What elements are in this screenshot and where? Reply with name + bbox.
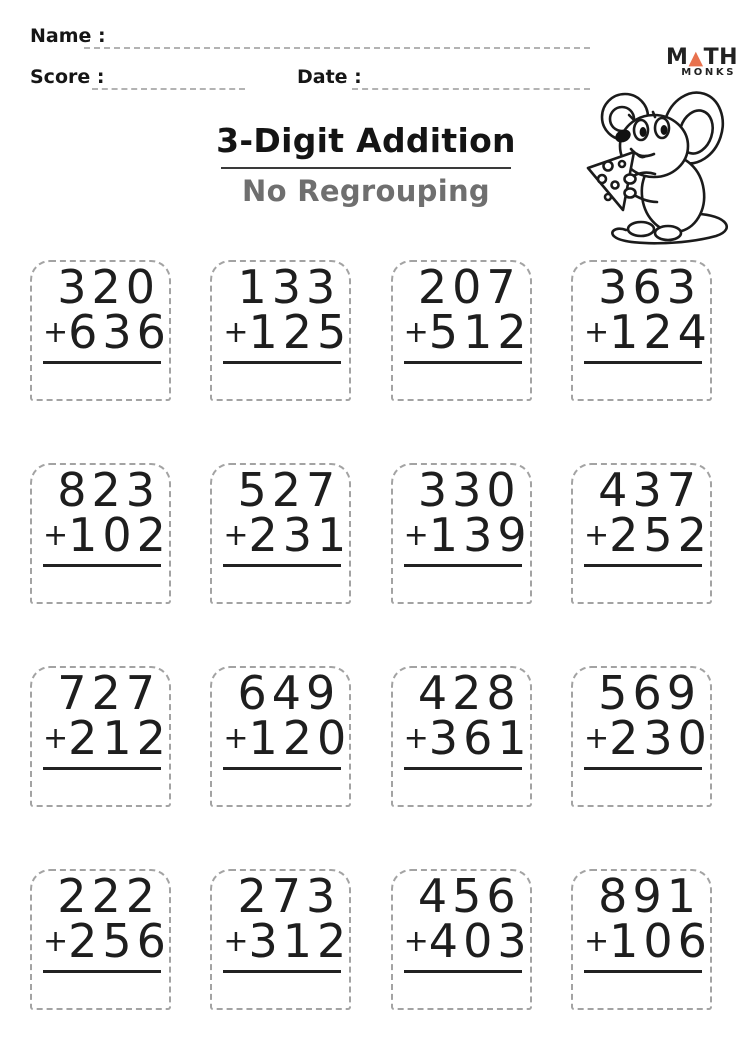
addend-bottom: 212	[68, 711, 171, 765]
addition-problem-13	[30, 869, 171, 1010]
answer-write-area[interactable]	[393, 567, 530, 599]
addend-top: 891	[598, 869, 701, 923]
addend-top: 727	[57, 666, 160, 720]
answer-write-area[interactable]	[32, 364, 169, 396]
addend-bottom: 636	[68, 305, 171, 359]
addend-top: 649	[237, 666, 341, 720]
addition-problem-11	[391, 666, 532, 807]
addend-top: 330	[417, 463, 521, 517]
addition-problem-14	[210, 869, 351, 1010]
answer-write-area[interactable]	[212, 567, 349, 599]
addition-problem-5	[30, 463, 171, 604]
answer-write-area[interactable]	[393, 973, 530, 1005]
plus-operator: +	[43, 518, 69, 553]
answer-write-area[interactable]	[573, 770, 710, 802]
addend-top: 569	[598, 666, 701, 720]
title-divider	[221, 167, 511, 169]
score-label: Score :	[30, 66, 105, 88]
answer-write-area[interactable]	[32, 973, 169, 1005]
addition-problem-2	[210, 260, 351, 401]
addend-bottom: 230	[609, 711, 712, 765]
plus-operator: +	[403, 518, 429, 553]
problems-grid	[30, 260, 712, 1010]
addend-bottom: 231	[248, 508, 352, 562]
addend-bottom: 312	[248, 914, 352, 968]
addend-bottom: 512	[428, 305, 532, 359]
logo-subtext: MONKS	[681, 67, 736, 78]
plus-operator: +	[583, 924, 610, 959]
answer-write-area[interactable]	[32, 567, 169, 599]
addend-bottom: 102	[68, 508, 171, 562]
addend-top: 273	[237, 869, 341, 923]
plus-operator: +	[583, 518, 610, 553]
addition-problem-8	[571, 463, 712, 604]
addition-problem-1	[30, 260, 171, 401]
worksheet-title-block	[192, 121, 540, 208]
mouse-cheese-illustration	[575, 86, 742, 248]
date-fill-line[interactable]	[352, 68, 590, 90]
answer-write-area[interactable]	[212, 364, 349, 396]
answer-write-area[interactable]	[393, 364, 530, 396]
addend-top: 823	[57, 463, 160, 517]
plus-operator: +	[43, 924, 69, 959]
addition-problem-12	[571, 666, 712, 807]
page-title: 3-Digit Addition	[216, 121, 516, 160]
addend-top: 437	[598, 463, 701, 517]
answer-write-area[interactable]	[212, 770, 349, 802]
answer-write-area[interactable]	[573, 567, 710, 599]
addend-bottom: 106	[609, 914, 712, 968]
addend-top: 456	[417, 869, 521, 923]
addend-top: 133	[237, 260, 341, 314]
date-label: Date :	[297, 66, 362, 88]
plus-operator: +	[223, 924, 249, 959]
answer-write-area[interactable]	[573, 364, 710, 396]
plus-operator: +	[223, 721, 249, 756]
addend-top: 363	[598, 260, 701, 314]
plus-operator: +	[403, 721, 429, 756]
plus-operator: +	[43, 315, 69, 350]
addition-problem-3	[391, 260, 532, 401]
addend-top: 527	[237, 463, 341, 517]
addition-problem-9	[30, 666, 171, 807]
plus-operator: +	[223, 518, 249, 553]
addition-problem-6	[210, 463, 351, 604]
logo-letter-m: M	[666, 45, 689, 70]
math-monks-logo	[650, 46, 738, 78]
score-fill-line[interactable]	[92, 68, 245, 90]
name-fill-line[interactable]	[84, 27, 590, 49]
answer-write-area[interactable]	[32, 770, 169, 802]
logo-triangle-icon: ▲	[688, 47, 704, 69]
addition-problem-10	[210, 666, 351, 807]
addend-top: 222	[57, 869, 160, 923]
addend-bottom: 361	[428, 711, 532, 765]
plus-operator: +	[223, 315, 249, 350]
addend-top: 320	[57, 260, 160, 314]
logo-letters-th: TH	[703, 45, 738, 70]
answer-write-area[interactable]	[393, 770, 530, 802]
plus-operator: +	[403, 924, 429, 959]
answer-write-area[interactable]	[212, 973, 349, 1005]
name-label: Name :	[30, 25, 106, 47]
plus-operator: +	[583, 721, 610, 756]
addition-problem-7	[391, 463, 532, 604]
addend-top: 428	[417, 666, 521, 720]
plus-operator: +	[403, 315, 429, 350]
addend-bottom: 120	[248, 711, 352, 765]
addition-problem-15	[391, 869, 532, 1010]
addend-bottom: 403	[428, 914, 532, 968]
addend-bottom: 139	[428, 508, 532, 562]
addition-problem-16	[571, 869, 712, 1010]
addition-problem-4	[571, 260, 712, 401]
addend-bottom: 125	[248, 305, 352, 359]
addend-bottom: 252	[609, 508, 712, 562]
plus-operator: +	[43, 721, 69, 756]
answer-write-area[interactable]	[573, 973, 710, 1005]
addend-bottom: 124	[609, 305, 712, 359]
addend-top: 207	[417, 260, 521, 314]
page-subtitle: No Regrouping	[242, 174, 490, 208]
plus-operator: +	[583, 315, 610, 350]
addend-bottom: 256	[68, 914, 171, 968]
